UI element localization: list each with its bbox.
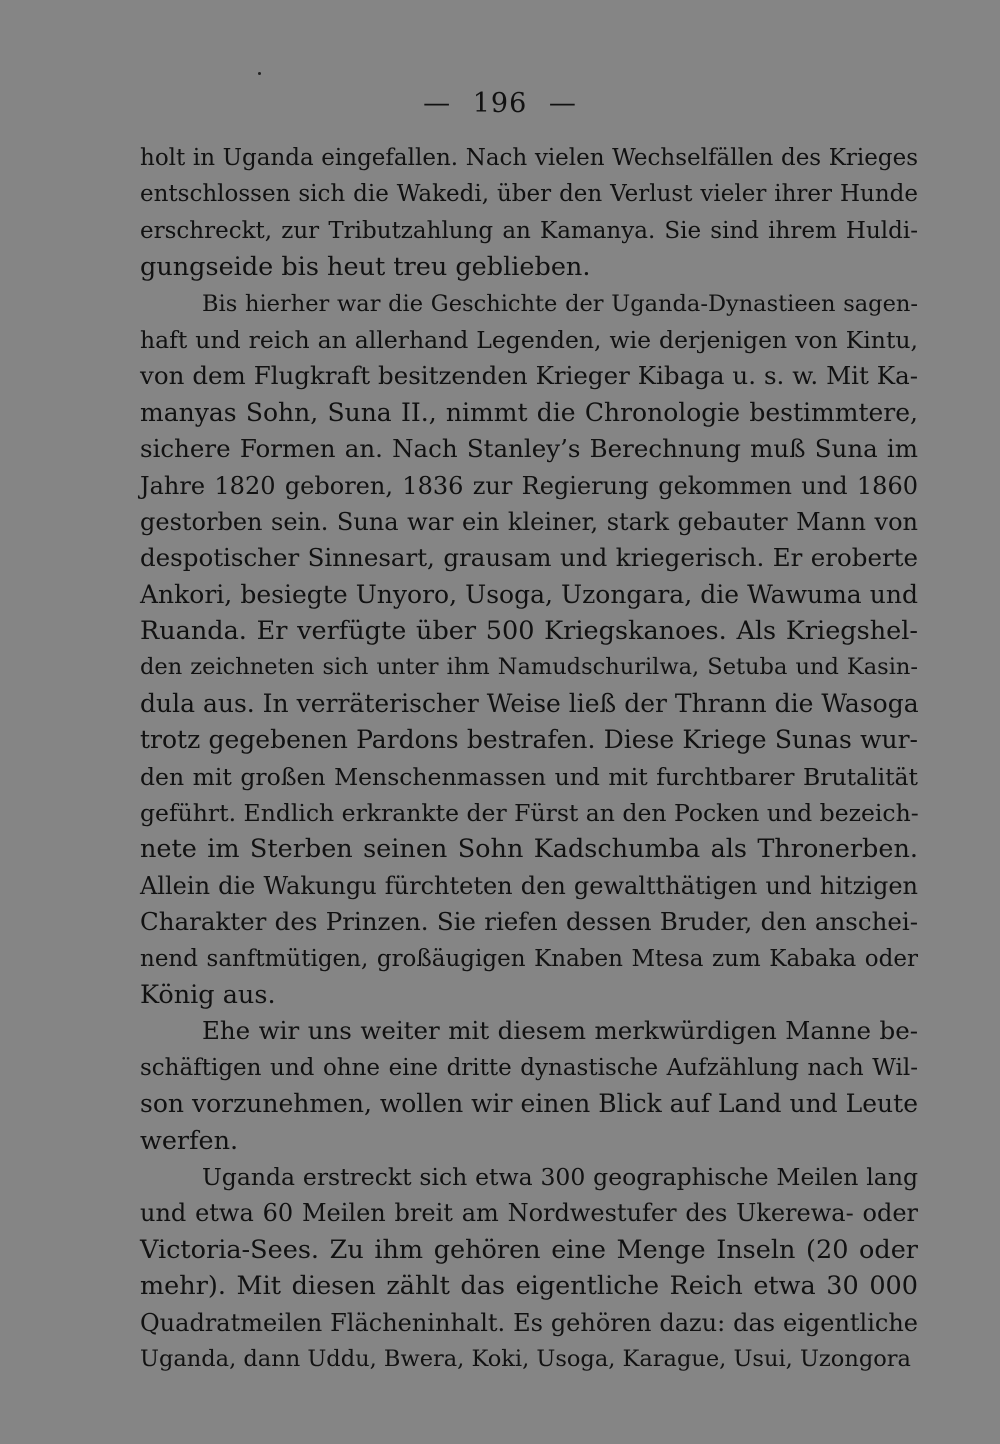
- text-line: despotischer Sinnesart, grausam und kriegerisch. Er eroberte: [140, 543, 918, 573]
- text-line: erschreckt, zur Tributzahlung an Kamanya. Sie sind ihrem Huldi-: [140, 217, 918, 244]
- text-line: Jahre 1820 geboren, 1836 zur Regierung gekommen und 1860: [140, 471, 918, 500]
- text-line: König aus.: [140, 979, 276, 1010]
- text-line: und etwa 60 Meilen breit am Nordwestufer des Ukerewa- oder: [140, 1199, 918, 1228]
- text-line: manyas Sohn, Suna II., nimmt die Chronologie bestimmtere,: [140, 397, 918, 427]
- text-line: holt in Uganda eingefallen. Nach vielen Wechselfällen des Krieges: [140, 145, 918, 171]
- text-line: Ehe wir uns weiter mit diesem merkwürdigen Manne be-: [202, 1016, 918, 1046]
- text-line: son vorzunehmen, wollen wir einen Blick auf Land und Leute: [140, 1089, 918, 1119]
- page-number: 196: [472, 88, 528, 119]
- page-header: [0, 84, 1000, 124]
- text-line: nend sanftmütigen, großäugigen Knaben Mtesa zum Kabaka oder: [140, 945, 918, 972]
- print-speck: [258, 72, 261, 75]
- text-line: den zeichneten sich unter ihm Namudschurilwa, Setuba und Kasin-: [140, 654, 918, 681]
- text-line: Quadratmeilen Flächeninhalt. Es gehören dazu: das eigentliche: [140, 1308, 918, 1337]
- text-line: trotz gegebenen Pardons bestrafen. Diese Kriege Sunas wur-: [140, 725, 918, 755]
- paragraph: [140, 1159, 918, 1377]
- text-line: Allein die Wakungu fürchteten den gewaltthätigen und hitzigen: [140, 871, 918, 900]
- text-line: gestorben sein. Suna war ein kleiner, stark gebauter Mann von: [140, 507, 918, 536]
- text-line: geführt. Endlich erkrankte der Fürst an den Pocken und bezeich-: [140, 799, 919, 828]
- text-line: Uganda erstreckt sich etwa 300 geographische Meilen lang: [202, 1162, 918, 1191]
- text-line: schäftigen und ohne eine dritte dynastische Aufzählung nach Wil-: [140, 1054, 918, 1081]
- text-line: entschlossen sich die Wakedi, über den Verlust vieler ihrer Hunde: [140, 181, 918, 208]
- text-line: werfen.: [140, 1125, 239, 1156]
- text-line: mehr). Mit diesen zählt das eigentliche Reich etwa 30 000: [140, 1271, 918, 1302]
- header-dash-left: —: [423, 88, 452, 119]
- text-line: Victoria-Sees. Zu ihm gehören eine Menge Inseln (20 oder: [140, 1234, 918, 1265]
- text-line: sichere Formen an. Nach Stanley’s Berechnung muß Suna im: [140, 434, 918, 464]
- text-line: Charakter des Prinzen. Sie riefen dessen Bruder, den anschei-: [140, 907, 918, 937]
- text-line: den mit großen Menschenmassen und mit furchtbarer Brutalität: [140, 762, 918, 791]
- text-line: gungseide bis heut treu geblieben.: [140, 252, 591, 283]
- text-line: Bis hierher war die Geschichte der Uganda-Dynastieen sagen-: [202, 290, 918, 317]
- paragraph: [140, 140, 918, 286]
- text-line: Ankori, besiegte Unyoro, Usoga, Uzongara, die Wawuma und: [140, 579, 918, 609]
- paragraph: [140, 286, 918, 1014]
- paragraph: [140, 1013, 918, 1159]
- body-text: [140, 140, 918, 1377]
- text-line: von dem Flugkraft besitzenden Krieger Kibaga u. s. w. Mit Ka-: [140, 361, 918, 391]
- text-line: Uganda, dann Uddu, Bwera, Koki, Usoga, Karague, Usui, Uzongora: [140, 1345, 911, 1372]
- text-line: haft und reich an allerhand Legenden, wie derjenigen von Kintu,: [140, 325, 918, 354]
- text-line: dula aus. In verräterischer Weise ließ der Thrann die Wasoga: [140, 688, 919, 718]
- text-line: Ruanda. Er verfügte über 500 Kriegskanoes. Als Kriegshel-: [140, 616, 918, 647]
- header-dash-right: —: [548, 88, 577, 119]
- text-line: nete im Sterben seinen Sohn Kadschumba als Thronerben.: [140, 834, 918, 865]
